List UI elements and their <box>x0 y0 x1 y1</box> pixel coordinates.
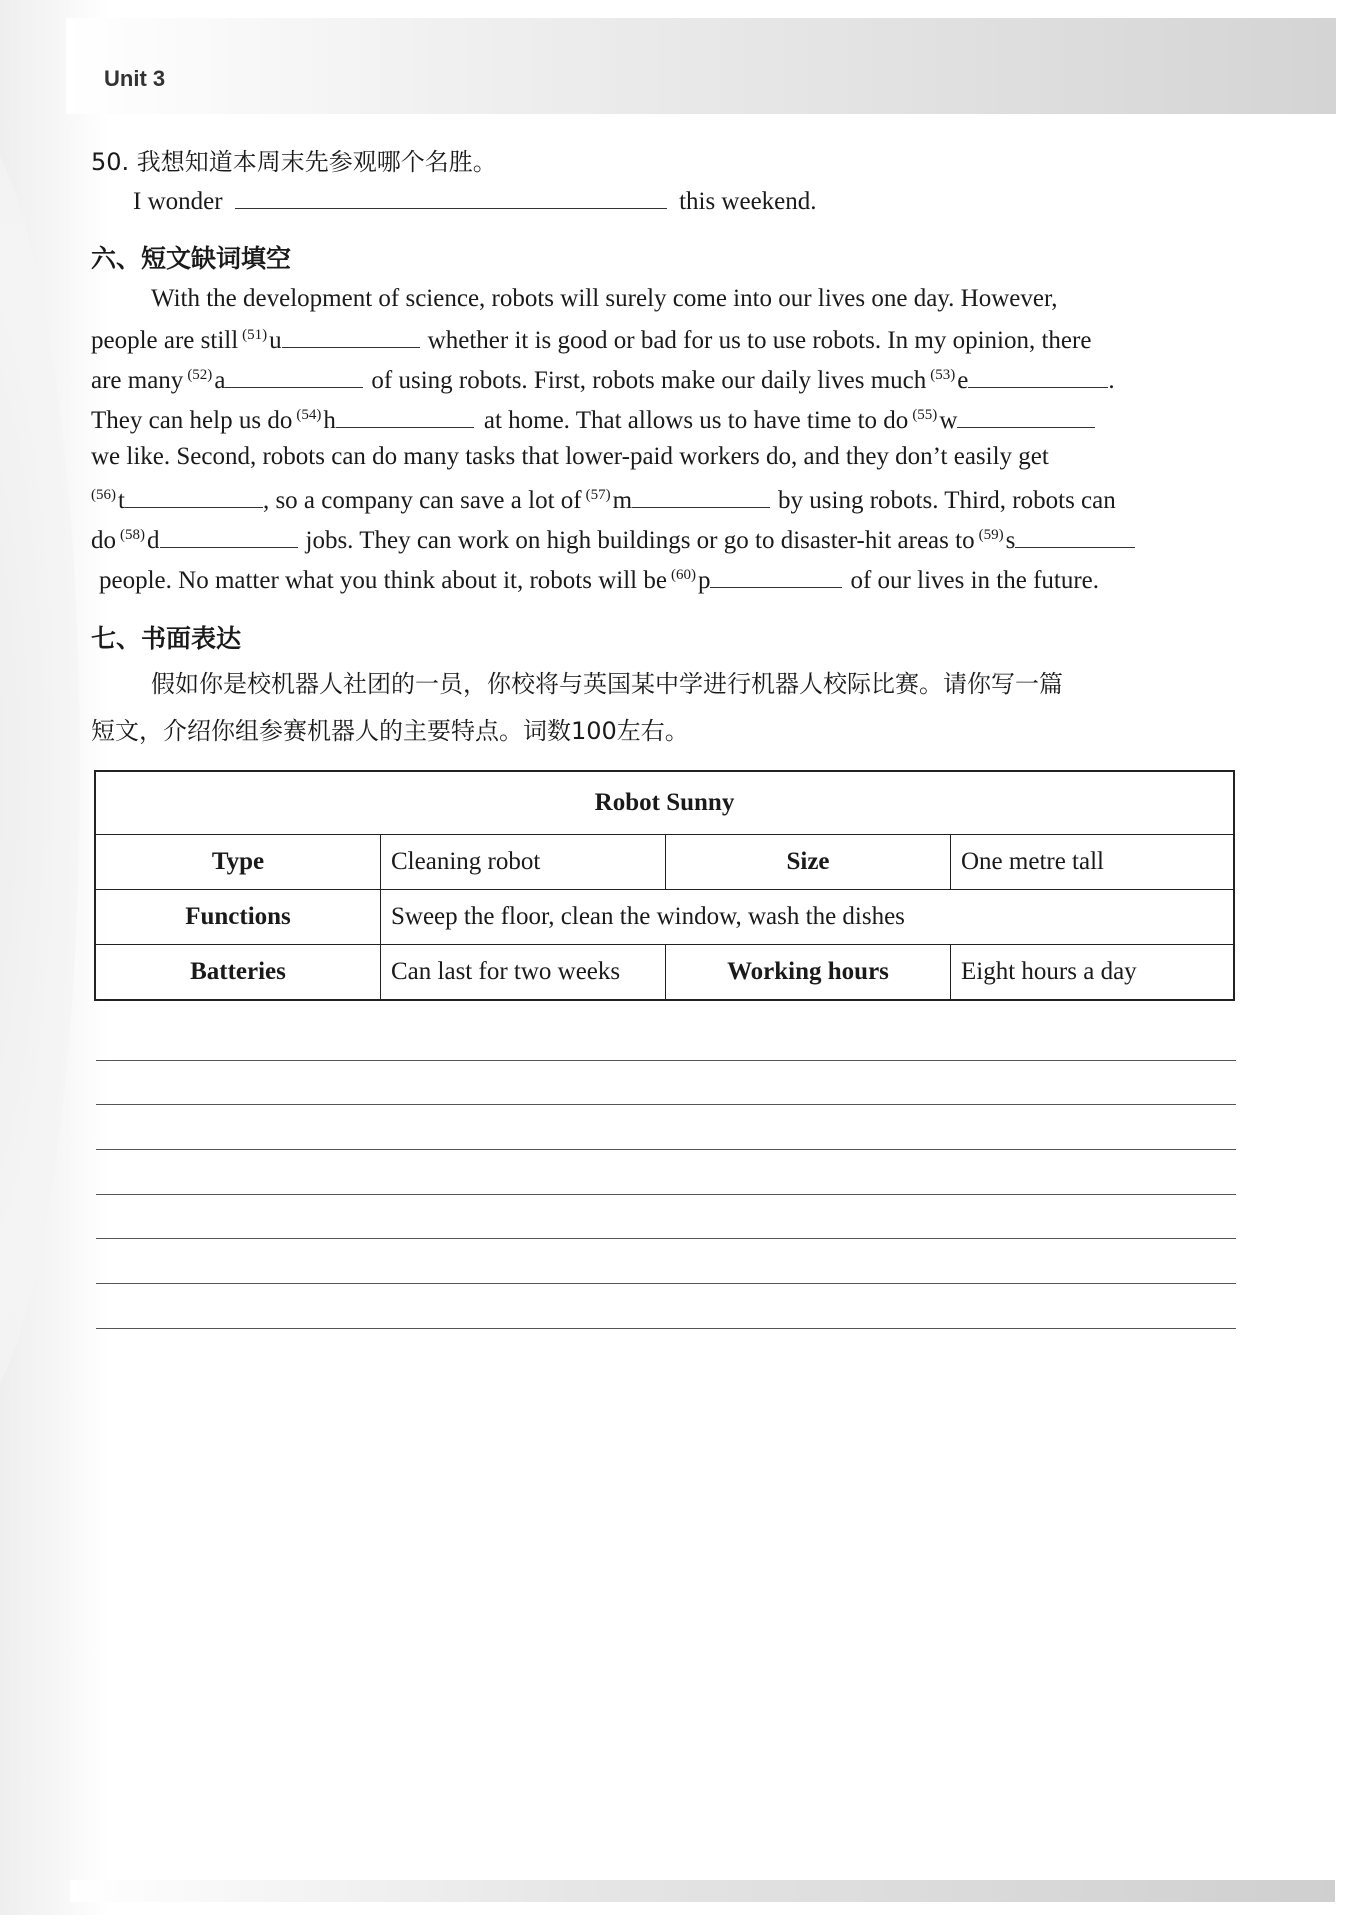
blank-letter: p <box>697 567 711 594</box>
blank-number-52: (52) <box>187 366 213 383</box>
type-value: Cleaning robot <box>381 835 666 890</box>
passage-line-1: With the development of science, robots will surely come into our lives one day. However, <box>151 285 1058 312</box>
blank-number-57: (57) <box>585 486 611 503</box>
writing-line[interactable] <box>96 1194 1236 1195</box>
text: people. No matter what you think about it, robots will be <box>99 567 667 594</box>
batteries-value: Can last for two weeks <box>381 945 666 1001</box>
text: at home. That allows us to have time to do <box>483 407 909 434</box>
text: of using robots. First, robots make our daily lives much <box>371 367 927 394</box>
blank-letter: s <box>1005 527 1016 554</box>
blank-number-59: (59) <box>978 526 1004 543</box>
table-row <box>95 945 1234 1001</box>
writing-line[interactable] <box>96 1149 1236 1150</box>
writing-line[interactable] <box>96 1104 1236 1105</box>
text: people are still <box>91 327 239 354</box>
passage-line-2 <box>91 323 1091 355</box>
blank-letter: a <box>214 367 226 394</box>
blank-letter: h <box>323 407 336 434</box>
footer-band <box>70 1880 1335 1902</box>
working-hours-value: Eight hours a day <box>951 945 1235 1001</box>
answer-blank-59[interactable] <box>1015 523 1135 548</box>
writing-line[interactable] <box>96 1060 1236 1061</box>
blank-number-55: (55) <box>912 406 938 423</box>
blank-letter: d <box>147 527 160 554</box>
type-label: Type <box>95 835 381 890</box>
header-band <box>66 18 1336 114</box>
table-row <box>95 835 1234 890</box>
answer-blank-57[interactable] <box>632 483 770 508</box>
writing-prompt-line-1: 假如你是校机器人社团的一员，你校将与英国某中学进行机器人校际比赛。请你写一篇 <box>151 670 1063 698</box>
question-50-prompt: 50. 我想知道本周末先参观哪个名胜。 <box>91 148 497 176</box>
table-row <box>95 890 1234 945</box>
passage-line-8 <box>99 563 1099 595</box>
text: . <box>1108 367 1115 394</box>
writing-line[interactable] <box>96 1238 1236 1239</box>
table-row <box>95 771 1234 835</box>
text: They can help us do <box>91 407 293 434</box>
question-50-tail: this weekend. <box>679 188 817 215</box>
blank-number-51: (51) <box>242 326 268 343</box>
answer-blank-56[interactable] <box>125 483 263 508</box>
writing-prompt-line-2: 短文，介绍你组参赛机器人的主要特点。词数100左右。 <box>91 717 689 745</box>
answer-blank-51[interactable] <box>282 323 420 348</box>
passage-line-7 <box>91 523 1135 555</box>
blank-letter: u <box>269 327 282 354</box>
text: by using robots. Third, robots can <box>778 487 1116 514</box>
blank-letter: m <box>612 487 633 514</box>
answer-blank-60[interactable] <box>710 563 842 588</box>
unit-label: Unit 3 <box>104 66 166 91</box>
text: whether it is good or bad for us to use robots. In my opinion, there <box>427 327 1092 354</box>
question-50-lead: I wonder <box>133 188 223 215</box>
blank-number-53: (53) <box>930 366 956 383</box>
size-value: One metre tall <box>951 835 1235 890</box>
writing-line[interactable] <box>96 1283 1236 1284</box>
text: do <box>91 527 116 554</box>
blank-number-60: (60) <box>670 566 696 583</box>
blank-number-54: (54) <box>296 406 322 423</box>
size-label: Size <box>666 835 951 890</box>
section-6-heading: 六、短文缺词填空 <box>91 244 292 273</box>
passage-line-5: we like. Second, robots can do many tasks that lower-paid workers do, and they don’t easily get <box>91 443 1049 470</box>
functions-value: Sweep the floor, clean the window, wash the dishes <box>381 890 1235 945</box>
table-title: Robot Sunny <box>95 771 1234 835</box>
text: are many <box>91 367 184 394</box>
blank-letter: w <box>939 407 958 434</box>
section-7-heading: 七、书面表达 <box>91 624 242 653</box>
functions-label: Functions <box>95 890 381 945</box>
writing-line[interactable] <box>96 1328 1236 1329</box>
working-hours-label: Working hours <box>666 945 951 1001</box>
blank-letter: e <box>957 367 969 394</box>
blank-number-58: (58) <box>120 526 145 543</box>
answer-blank-53[interactable] <box>968 363 1108 388</box>
question-50-sentence <box>133 184 817 216</box>
passage-line-3 <box>91 363 1115 395</box>
answer-blank-58[interactable] <box>160 523 298 548</box>
answer-blank-55[interactable] <box>957 403 1095 428</box>
passage-line-6 <box>91 483 1116 515</box>
answer-blank-50[interactable] <box>235 184 667 209</box>
passage-line-4 <box>91 403 1095 435</box>
blank-letter: t <box>118 487 125 514</box>
blank-number-56: (56) <box>91 486 116 503</box>
robot-info-table <box>94 770 1235 1001</box>
text: , so a company can save a lot of <box>262 487 582 514</box>
text: jobs. They can work on high buildings or go to disaster-hit areas to <box>305 527 975 554</box>
answer-blank-52[interactable] <box>225 363 363 388</box>
batteries-label: Batteries <box>95 945 381 1001</box>
answer-blank-54[interactable] <box>336 403 474 428</box>
text: of our lives in the future. <box>850 567 1100 594</box>
